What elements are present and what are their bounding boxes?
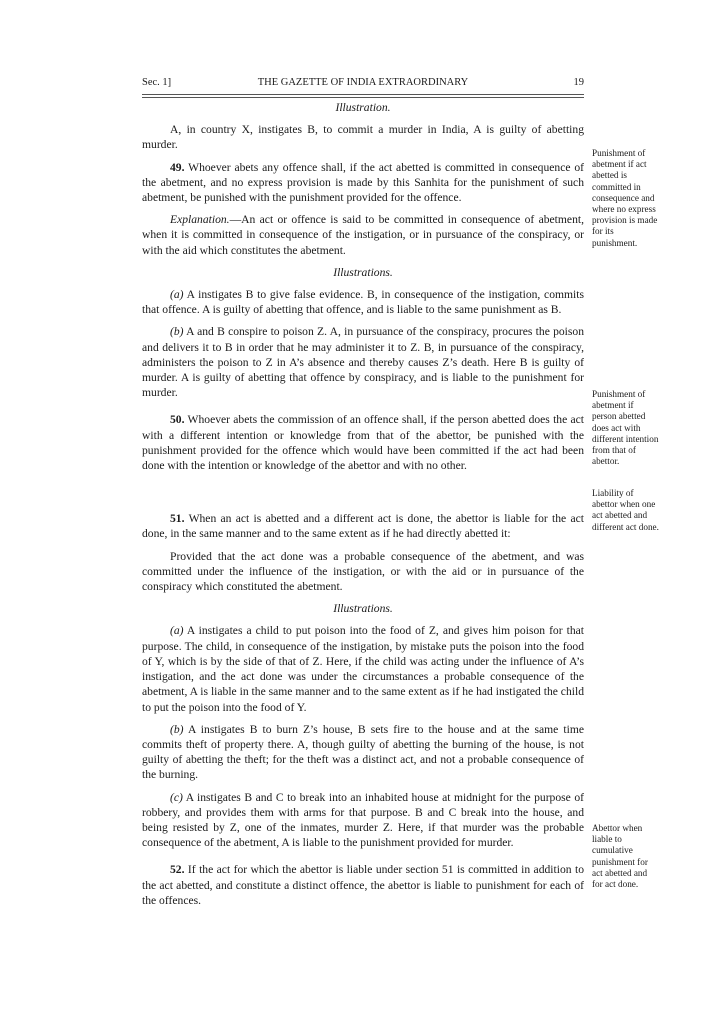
main-column (142, 100, 584, 915)
header-rule (142, 94, 584, 98)
illustration-a-text: A instigates B to give false evidence. B, in consequence of the instigation, commits that offence. A is guilty of abetting that offence, and is liable to the same punishment as B. (142, 288, 584, 317)
illustration-heading: Illustration. (335, 101, 391, 114)
illustration-a-text: A instigates a child to put poison into the food of Z, and gives him poison for that purpose. The child, in consequence of the instigation, by mistake puts the poison into the food of Y, which is by the side of that of Z. Here, if the child was acting under the influence of A’s instigation, and the act done was under the circumstances a probable consequence of the abetment, A is liable in the same manner and to the same extent as if he had instigated the child to put the poison into the food of Y. (142, 624, 584, 714)
illustration-paragraph: A, in country X, instigates B, to commit a murder in India, A is guilty of abetting murder. (142, 123, 584, 152)
section-51-number: 51. (170, 512, 185, 526)
illustration-c-label: (c) (170, 790, 183, 804)
illustration-b-text: A and B conspire to poison Z. A, in pursuance of the conspiracy, procures the poison and delivers it to B in order that he may administer it to Z. B, in pursuance of the conspiracy, administers the poison to Z in A’s absence and thereby causes Z’s death. Here B is guilty of murder. A is guilty of abetting that offence by conspiracy, and is liable to the punishment for murder. (142, 325, 584, 400)
illustration-b-label: (b) (170, 325, 184, 339)
explanation-label: Explanation. (170, 213, 230, 227)
margin-note-section-52: Abettor when liable to cumulative punishment for act abetted and for act done. (592, 823, 648, 890)
illustration-b (142, 324, 584, 400)
section-51-proviso: Provided that the act done was a probable consequence of the abetment, and was committed under the influence of the instigation, or with the aid or in pursuance of the conspiracy which constituted the abetment. (142, 549, 584, 594)
explanation-text: —An act or offence is said to be committed in consequence of abetment, when it is committed in consequence of the instigation, or in pursuance of the conspiracy, or with the aid which constitutes the abetment. (142, 213, 584, 257)
section-49-number: 49. (170, 160, 185, 174)
section-50-number: 50. (170, 413, 185, 427)
section-label: Sec. 1] (142, 77, 172, 88)
section-51-text: When an act is abetted and a different act is done, the abettor is liable for the act done, in the same manner and to the same extent as if he had directly abetted it: (142, 512, 584, 541)
section-49 (142, 160, 584, 206)
illustration-c-text: A instigates B and C to break into an inhabited house at midnight for the purpose of robbery, and provides them with arms for that purpose. B and C break into the house, and being resisted by Z, one of the inmates, murder Z. Here, if that murder was the probable consequence of the abetment, A is liable to the punishment provided for murder. (142, 790, 584, 850)
illustration-a (142, 287, 584, 317)
illustration-b-text: A instigates B to burn Z’s house, B sets fire to the house and at the same time commits theft of property there. A, though guilty of abetting the burning of the house, is not guilty of abetting the theft; for the theft was a distinct act, and not a probable consequence of the burning. (142, 722, 584, 782)
gazette-title: THE GAZETTE OF INDIA EXTRAORDINARY (257, 77, 469, 88)
illustration-b (142, 722, 584, 783)
margin-note-section-50: Punishment of abetment if person abetted does act with different intention from that of abettor. (592, 389, 659, 467)
section-50 (142, 412, 584, 473)
illustration-c (142, 790, 584, 851)
section-51 (142, 511, 584, 541)
illustration-a-label: (a) (170, 624, 184, 638)
section-50-text: Whoever abets the commission of an offence shall, if the person abetted does the act with a different intention or knowledge from that of the abettor, be punished with the punishment provided for the offence which would have been committed if the act had been done with the intention or knowledge of the abettor and with no other. (142, 413, 584, 473)
section-52-number: 52. (170, 863, 185, 877)
page-number: 19 (573, 77, 584, 88)
section-52 (142, 862, 584, 908)
section-49-explanation (142, 212, 584, 258)
section-52-text: If the act for which the abettor is liable under section 51 is committed in addition to the act abetted, and constitute a distinct offence, the abettor is liable to punishment for each of the offences. (142, 863, 584, 907)
section-49-text: Whoever abets any offence shall, if the act abetted is committed in consequence of the abetment, and no express provision is made by this Sanhita for the punishment of such abetment, be punished with the punishment provided for the offence. (142, 160, 584, 205)
page-header (142, 77, 584, 93)
illustration-a (142, 623, 584, 714)
illustration-b-label: (b) (170, 722, 184, 736)
illustrations-heading: Illustrations. (333, 265, 393, 279)
illustration-a-label: (a) (170, 288, 184, 302)
illustrations-heading: Illustrations. (333, 602, 393, 616)
margin-note-section-51: Liability of abettor when one act abetted and different act done. (592, 488, 659, 532)
margin-note-section-49: Punishment of abetment if act abetted is committed in consequence and where no express provision is made for its punishment. (592, 148, 658, 248)
